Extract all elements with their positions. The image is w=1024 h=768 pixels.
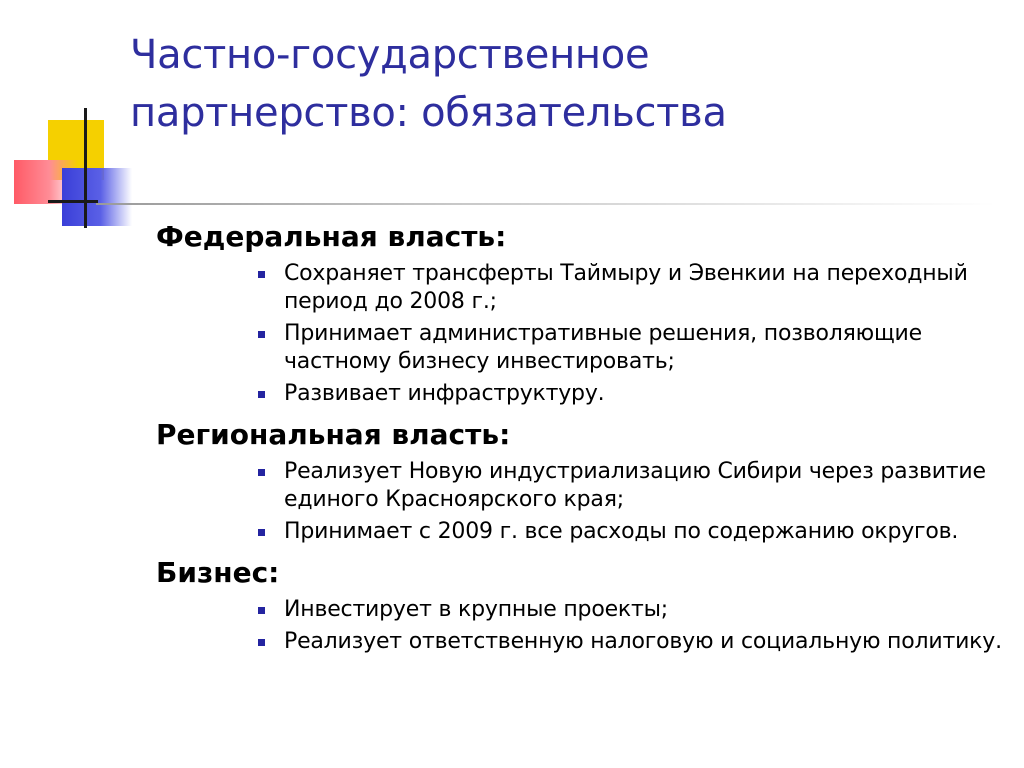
deco-short-horizontal-line (48, 200, 98, 203)
slide-title-line-1: Частно-государственное (130, 32, 650, 78)
section-regional (156, 412, 1016, 546)
list-item-text: Реализует Новую индустриализацию Сибири через развитие единого Красноярского края; (284, 459, 986, 512)
business-bullet-list (156, 596, 1016, 656)
list-item (256, 380, 1016, 408)
federal-bullet-list (156, 260, 1016, 408)
square-bullet-icon (258, 639, 265, 646)
list-item-text: Принимает с 2009 г. все расходы по содержанию округов. (284, 519, 959, 544)
deco-vertical-line (84, 108, 87, 228)
list-item-text: Принимает административные решения, позволяющие частному бизнесу инвестировать; (284, 321, 922, 374)
slide-title-line-2: партнерство: обязательства (130, 90, 727, 136)
list-item (256, 628, 1016, 656)
section-business (156, 550, 1016, 656)
list-item-text: Инвестирует в крупные проекты; (284, 597, 669, 622)
list-item (256, 458, 1016, 514)
square-bullet-icon (258, 529, 265, 536)
square-bullet-icon (258, 331, 265, 338)
deco-red-gradient-bar (14, 160, 78, 204)
section-heading-federal: Федеральная власть: (156, 220, 507, 253)
slide-title (130, 26, 1010, 142)
list-item-text: Реализует ответственную налоговую и социальную политику. (284, 629, 1002, 654)
square-bullet-icon (258, 469, 265, 476)
list-item (256, 596, 1016, 624)
square-bullet-icon (258, 607, 265, 614)
square-bullet-icon (258, 271, 265, 278)
slide-body (156, 214, 1016, 660)
section-heading-regional: Региональная власть: (156, 418, 511, 451)
deco-blue-gradient-square (62, 168, 132, 226)
section-heading-business: Бизнес: (156, 556, 280, 589)
list-item (256, 320, 1016, 376)
list-item-text: Развивает инфраструктуру. (284, 381, 605, 406)
square-bullet-icon (258, 391, 265, 398)
section-federal (156, 214, 1016, 408)
list-item-text: Сохраняет трансферты Таймыру и Эвенкии на переходный период до 2008 г.; (284, 261, 968, 314)
deco-yellow-square (48, 120, 104, 180)
list-item (256, 260, 1016, 316)
regional-bullet-list (156, 458, 1016, 546)
list-item (256, 518, 1016, 546)
title-underline (96, 203, 996, 205)
